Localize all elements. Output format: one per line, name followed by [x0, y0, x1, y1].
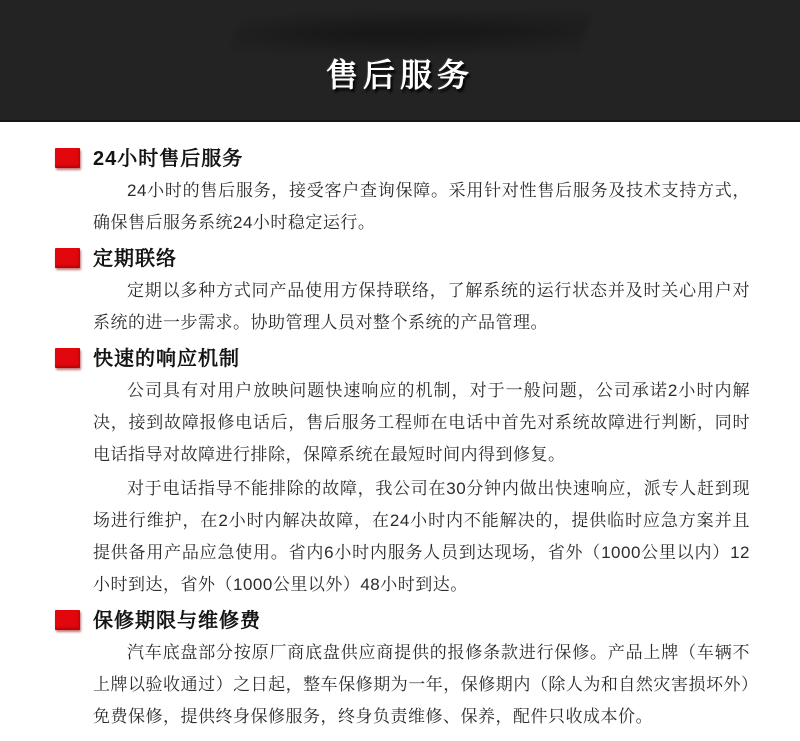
header-banner — [0, 0, 800, 122]
content-area — [0, 122, 800, 733]
section-paragraph: 定期以多种方式同产品使用方保持联络，了解系统的运行状态并及时关心用户对系统的进一步需求。协助管理人员对整个系统的产品管理。 — [93, 281, 750, 332]
service-section — [93, 608, 750, 733]
service-section — [93, 246, 750, 339]
section-title: 保修期限与维修费 — [93, 610, 261, 632]
section-paragraph: 公司具有对用户放映问题快速响应的机制，对于一般问题，公司承诺2小时内解决，接到故障报修电话后，售后服务工程师在电话中首先对系统故障进行判断，同时电话指导对故障进行排除，保障系统在最短时间内得到修复。 — [93, 381, 750, 464]
section-paragraph: 对于电话指导不能排除的故障，我公司在30分钟内做出快速响应，派专人赶到现场进行维护，在2小时内解决故障，在24小时内不能解决的，提供临时应急方案并且提供备用产品应急使用。省内6小时内服务人员到达现场，省外（1000公里以内）12小时到达，省外（1000公里以外）48小时到达。 — [93, 479, 750, 594]
service-section — [93, 346, 750, 601]
service-section — [93, 146, 750, 239]
page-title: 售后服务 — [325, 57, 474, 93]
section-paragraph: 24小时的售后服务，接受客户查询保障。采用针对性售后服务及技术支持方式，确保售后服务系统24小时稳定运行。 — [93, 181, 750, 232]
section-title: 定期联络 — [93, 248, 177, 270]
red-square-bullet-icon — [55, 348, 80, 368]
red-square-bullet-icon — [55, 148, 80, 168]
red-square-bullet-icon — [55, 248, 80, 268]
section-title: 24小时售后服务 — [93, 148, 244, 170]
section-paragraph: 汽车底盘部分按原厂商底盘供应商提供的报修条款进行保修。产品上牌（车辆不上牌以验收通过）之日起，整车保修期为一年，保修期内（除人为和自然灾害损坏外）免费保修，提供终身保修服务，终身负责维修、保养，配件只收成本价。 — [93, 643, 750, 726]
red-square-bullet-icon — [55, 610, 80, 630]
section-title: 快速的响应机制 — [93, 348, 240, 370]
